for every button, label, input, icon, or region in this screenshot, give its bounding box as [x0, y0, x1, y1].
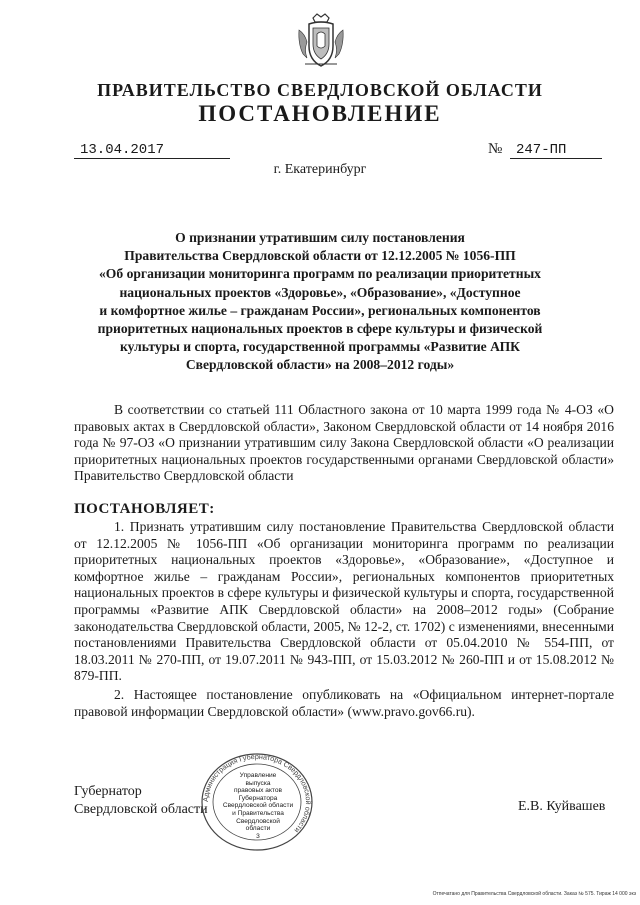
decree-number-label: №: [488, 141, 503, 157]
signatory-name: Е.В. Куйвашев: [518, 799, 606, 814]
stamp-center-text: [218, 772, 298, 840]
resolves-heading: ПОСТАНОВЛЯЕТ:: [74, 501, 215, 517]
government-title: ПРАВИТЕЛЬСТВО СВЕРДЛОВСКОЙ ОБЛАСТИ: [97, 80, 543, 100]
title-line: приоритетных национальных проектов в сфере культуры и физической: [97, 321, 543, 337]
title-line: и комфортное жилье – гражданам России», региональных компонентов: [99, 302, 541, 318]
signatory-position: [74, 783, 208, 819]
title-line: Правительства Свердловской области от 12.12.2005 № 1056-ПП: [124, 248, 516, 264]
stamp-line: Свердловской: [236, 817, 280, 825]
document-title: [60, 229, 580, 375]
coat-of-arms-emblem: [295, 12, 347, 70]
resolution-items: [74, 519, 614, 722]
stamp-line: 3: [256, 832, 260, 840]
preamble-paragraph: [74, 402, 614, 485]
stamp-line: Управление: [239, 772, 277, 779]
title-line: Свердловской области» на 2008–2012 годы»: [185, 357, 455, 373]
decree-number: 247-ПП: [510, 142, 602, 159]
signatory-position-line: Свердловской области: [74, 802, 208, 817]
stamp-line: Свердловской области: [222, 802, 294, 810]
title-line: национальных проектов «Здоровье», «Образование», «Доступное: [119, 284, 521, 300]
stamp-line: области: [245, 825, 271, 833]
signatory-position-line: Губернатор: [74, 784, 142, 799]
stamp-line: выпуска: [245, 779, 271, 787]
stamp-line: Губернатора: [238, 794, 278, 802]
print-footer: Отпечатано для Правительства Свердловской области. Заказ № 575. Тираж 14 000 экз: [432, 891, 636, 897]
title-line: О признании утратившим силу постановления: [175, 230, 465, 245]
title-line: «Об организации мониторинга программ по реализации приоритетных: [99, 266, 541, 282]
title-line: культуры и спорта, государственной программы «Развитие АПК: [119, 339, 521, 355]
resolution-item-1: 1. Признать утратившим силу постановление Правительства Свердловской области от 12.12.2005 № 1056-ПП «Об организации мониторинга программ по реализации приоритетных национальных проектов «Здоровье», «Образование», «Доступное и комфортное жилье – гражданам России», региональных компонентов приоритетных национальных проектов в сфере культуры и физической культуры и спорта, государственной программы «Развитие АПК Свердловской области» на 2008–2012 годы» (Собрание законодательства Свердловской области, 2005, № 12-2, ст. 1702) с изменениями, внесенными постановлениями Правительства Свердловской области от 05.04.2010 № 554-ПП, от 18.03.2011 № 270-ПП, от 19.07.2011 № 943-ПП, от 15.03.2012 № 260-ПП и от 15.08.2012 № 879-ПП.: [74, 519, 614, 684]
stamp-line: и Правительства: [232, 809, 284, 817]
city-label: г. Екатеринбург: [273, 162, 367, 177]
resolution-item-2: 2. Настоящее постановление опубликовать на «Официальном интернет-портале правовой информации Свердловской области» (www.pravo.gov66.ru).: [74, 686, 614, 719]
stamp-ring-text: Администрация Губернатора Свердловской области: [200, 752, 314, 835]
document-type-title: ПОСТАНОВЛЕНИЕ: [198, 101, 442, 126]
preamble-text: В соответствии со статьей 111 Областного закона от 10 марта 1999 года № 4-ОЗ «О правовых актах в Свердловской области», Законом Свердловской области от 14 ноября 2016 года № 97-ОЗ «О признании утратившим силу Закона Свердловской области «О реализации приоритетных национальных проектов государственными органами Свердловской области» Правительство Свердловской области: [74, 402, 614, 484]
decree-date: 13.04.2017: [74, 142, 230, 159]
stamp-line: правовых актов: [233, 787, 283, 795]
